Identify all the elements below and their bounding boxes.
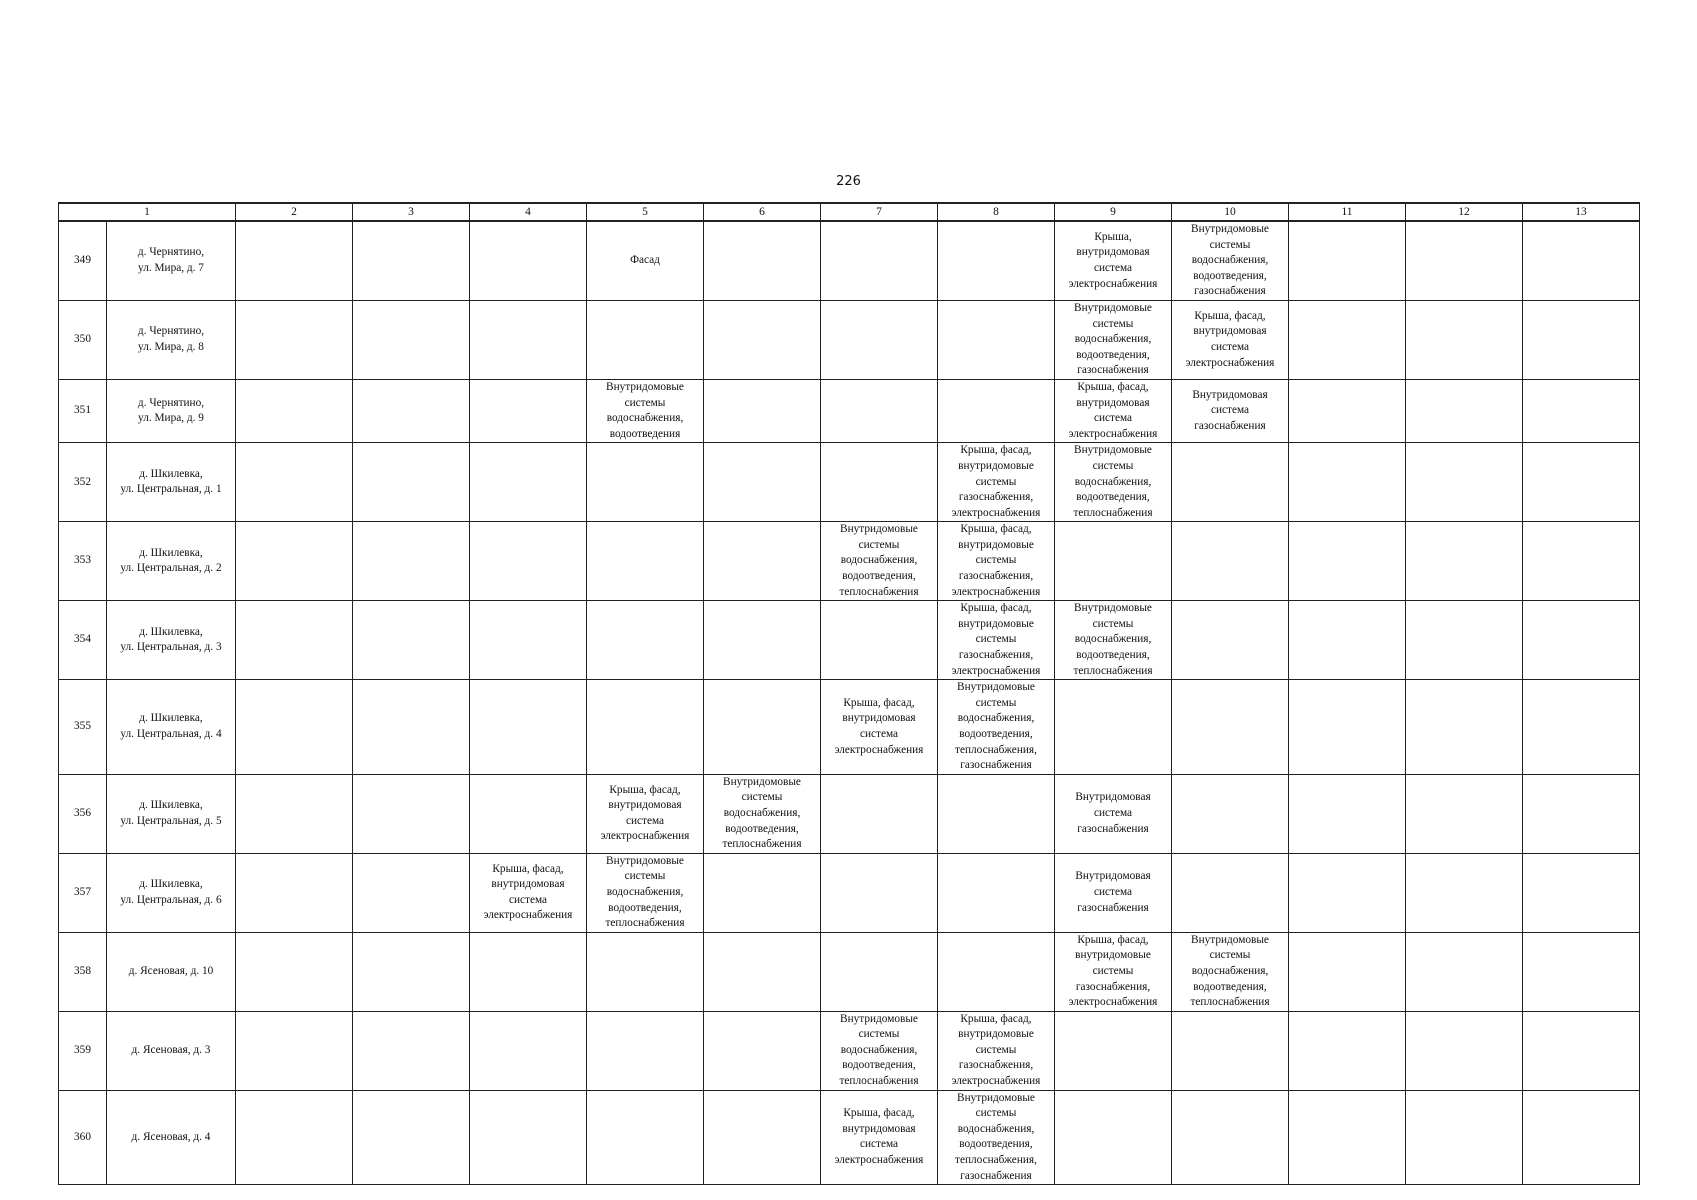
address-cell	[107, 774, 236, 853]
work-text: Крыша, фасад, внутридомовые системы газоснабжения, электроснабжения	[951, 602, 1041, 677]
work-cell	[1289, 379, 1406, 442]
address-cell	[107, 443, 236, 522]
table-row	[59, 853, 1640, 932]
work-cell	[236, 774, 353, 853]
work-cell	[353, 853, 470, 932]
work-cell	[587, 300, 704, 379]
column-header: 11	[1289, 203, 1406, 221]
table-row	[59, 680, 1640, 775]
work-cell	[587, 443, 704, 522]
work-cell	[704, 853, 821, 932]
work-cell	[1172, 1090, 1289, 1185]
table-row	[59, 1090, 1640, 1185]
work-cell	[704, 601, 821, 680]
work-cell	[353, 680, 470, 775]
work-cell	[1406, 443, 1523, 522]
work-cell	[938, 1090, 1055, 1185]
work-cell	[938, 601, 1055, 680]
column-header: 12	[1406, 203, 1523, 221]
work-cell	[704, 379, 821, 442]
work-cell	[470, 774, 587, 853]
address-cell	[107, 300, 236, 379]
address-text: д. Шкилевка, ул. Центральная, д. 6	[120, 878, 222, 906]
table-row	[59, 1011, 1640, 1090]
address-cell	[107, 853, 236, 932]
work-text: Внутридомовые системы водоснабжения, водоотведения, теплоснабжения, газоснабжения	[955, 1091, 1037, 1182]
work-cell	[1055, 1011, 1172, 1090]
work-cell	[470, 1011, 587, 1090]
work-cell	[938, 1011, 1055, 1090]
work-cell	[587, 522, 704, 601]
work-cell	[704, 1011, 821, 1090]
work-cell	[587, 221, 704, 300]
work-text: Внутридомовые системы водоснабжения, водоотведения, теплоснабжения	[605, 854, 685, 930]
work-cell	[1055, 221, 1172, 300]
row-number: 356	[59, 774, 107, 853]
work-cell	[821, 680, 938, 775]
work-cell	[1406, 522, 1523, 601]
work-cell	[1289, 1090, 1406, 1185]
work-cell	[236, 221, 353, 300]
column-header: 10	[1172, 203, 1289, 221]
work-cell	[704, 932, 821, 1011]
address-text: д. Шкилевка, ул. Центральная, д. 2	[120, 546, 222, 575]
work-cell	[1172, 680, 1289, 775]
work-cell	[1406, 853, 1523, 932]
work-cell	[1172, 1011, 1289, 1090]
work-cell	[704, 1090, 821, 1185]
row-number: 351	[59, 379, 107, 442]
work-cell	[821, 300, 938, 379]
work-cell	[1055, 601, 1172, 680]
work-text: Крыша, фасад, внутридомовые системы газоснабжения, электроснабжения	[951, 444, 1041, 519]
address-text: д. Шкилевка, ул. Центральная, д. 5	[120, 799, 222, 827]
table-row	[59, 221, 1640, 300]
work-cell	[1523, 601, 1640, 680]
work-cell	[353, 221, 470, 300]
address-text: д. Шкилевка, ул. Центральная, д. 4	[120, 712, 222, 740]
work-cell	[1055, 853, 1172, 932]
address-text: д. Ясеновая, д. 4	[131, 1130, 211, 1143]
work-cell	[821, 221, 938, 300]
address-text: д. Ясеновая, д. 3	[131, 1043, 211, 1056]
work-cell	[470, 853, 587, 932]
work-cell	[470, 932, 587, 1011]
address-text: д. Чернятино, ул. Мира, д. 9	[137, 396, 205, 425]
work-cell	[236, 1090, 353, 1185]
work-text: Крыша, внутридомовая система электроснабжения	[1068, 230, 1158, 290]
work-cell	[938, 300, 1055, 379]
work-cell	[1406, 680, 1523, 775]
work-cell	[1523, 774, 1640, 853]
header-row	[59, 203, 1640, 221]
work-cell	[1523, 300, 1640, 379]
work-cell	[1406, 1090, 1523, 1185]
work-cell	[470, 522, 587, 601]
work-cell	[1523, 379, 1640, 442]
row-number: 349	[59, 221, 107, 300]
work-cell	[1172, 379, 1289, 442]
work-cell	[704, 300, 821, 379]
work-text: Крыша, фасад, внутридомовая система электроснабжения	[483, 862, 573, 922]
work-cell	[470, 443, 587, 522]
work-cell	[1289, 1011, 1406, 1090]
work-cell	[938, 522, 1055, 601]
work-cell	[1172, 853, 1289, 932]
work-text: Крыша, фасад, внутридомовые системы газоснабжения, электроснабжения	[951, 523, 1041, 598]
work-cell	[821, 601, 938, 680]
work-text: Внутридомовые системы водоснабжения, водоотведения, теплоснабжения	[1190, 933, 1270, 1009]
row-number: 353	[59, 522, 107, 601]
address-text: д. Чернятино, ул. Мира, д. 8	[137, 325, 205, 353]
work-cell	[470, 300, 587, 379]
row-number: 350	[59, 300, 107, 379]
work-text: Внутридомовые системы водоснабжения, водоотведения	[606, 380, 684, 440]
work-cell	[1172, 300, 1289, 379]
column-header: 5	[587, 203, 704, 221]
work-cell	[587, 932, 704, 1011]
work-text: Внутридомовая система газоснабжения	[1075, 791, 1151, 835]
work-cell	[236, 853, 353, 932]
work-cell	[1055, 300, 1172, 379]
work-text: Внутридомовые системы водоснабжения, водоотведения, теплоснабжения	[1073, 602, 1153, 677]
column-header: 7	[821, 203, 938, 221]
work-cell	[704, 443, 821, 522]
address-cell	[107, 932, 236, 1011]
work-cell	[1289, 853, 1406, 932]
work-cell	[1523, 522, 1640, 601]
work-cell	[938, 379, 1055, 442]
work-cell	[236, 300, 353, 379]
work-cell	[1172, 932, 1289, 1011]
work-cell	[821, 443, 938, 522]
repair-schedule-table	[58, 202, 1640, 1185]
table-body	[59, 203, 1640, 1185]
table-row	[59, 522, 1640, 601]
work-cell	[470, 379, 587, 442]
row-number: 357	[59, 853, 107, 932]
work-text: Крыша, фасад, внутридомовая система электроснабжения	[834, 1107, 924, 1167]
work-text: Внутридомовая система газоснабжения	[1075, 870, 1151, 914]
table-row	[59, 443, 1640, 522]
column-header: 3	[353, 203, 470, 221]
address-cell	[107, 522, 236, 601]
work-cell	[587, 601, 704, 680]
column-header: 8	[938, 203, 1055, 221]
column-header: 13	[1523, 203, 1640, 221]
address-text: д. Ясеновая, д. 10	[128, 964, 214, 977]
work-text: Крыша, фасад, внутридомовая система электроснабжения	[1185, 309, 1275, 369]
work-cell	[353, 601, 470, 680]
work-text: Внутридомовые системы водоснабжения, водоотведения, газоснабжения	[1074, 301, 1152, 377]
work-cell	[821, 774, 938, 853]
table-row	[59, 932, 1640, 1011]
work-cell	[938, 853, 1055, 932]
work-cell	[1406, 1011, 1523, 1090]
work-cell	[587, 853, 704, 932]
work-cell	[1055, 932, 1172, 1011]
work-cell	[1055, 1090, 1172, 1185]
work-cell	[1523, 1090, 1640, 1185]
address-cell	[107, 601, 236, 680]
address-cell	[107, 221, 236, 300]
work-text: Внутридомовая система газоснабжения	[1192, 388, 1268, 432]
work-cell	[1289, 680, 1406, 775]
work-cell	[353, 1090, 470, 1185]
table-row	[59, 300, 1640, 379]
work-cell	[353, 522, 470, 601]
work-cell	[938, 774, 1055, 853]
work-text: Внутридомовые системы водоснабжения, водоотведения, теплоснабжения	[1073, 444, 1153, 519]
work-text: Внутридомовые системы водоснабжения, водоотведения, теплоснабжения, газоснабжения	[955, 681, 1037, 772]
column-header: 1	[59, 203, 236, 221]
work-cell	[821, 1011, 938, 1090]
work-cell	[1523, 853, 1640, 932]
work-cell	[470, 221, 587, 300]
work-cell	[1406, 774, 1523, 853]
work-cell	[587, 680, 704, 775]
work-cell	[470, 680, 587, 775]
work-cell	[1055, 522, 1172, 601]
address-cell	[107, 1011, 236, 1090]
work-cell	[1172, 774, 1289, 853]
work-cell	[1406, 601, 1523, 680]
work-cell	[1406, 932, 1523, 1011]
work-cell	[236, 379, 353, 442]
work-cell	[1055, 774, 1172, 853]
row-number: 359	[59, 1011, 107, 1090]
page-number: 226	[836, 174, 861, 189]
work-cell	[938, 221, 1055, 300]
work-cell	[1055, 680, 1172, 775]
column-header: 6	[704, 203, 821, 221]
work-cell	[1523, 221, 1640, 300]
work-cell	[1055, 443, 1172, 522]
work-cell	[1523, 1011, 1640, 1090]
work-cell	[587, 379, 704, 442]
work-cell	[1289, 601, 1406, 680]
work-cell	[236, 932, 353, 1011]
row-number: 354	[59, 601, 107, 680]
address-text: д. Шкилевка, ул. Центральная, д. 3	[120, 625, 222, 654]
work-cell	[236, 1011, 353, 1090]
work-cell	[353, 443, 470, 522]
work-cell	[821, 1090, 938, 1185]
address-cell	[107, 680, 236, 775]
work-cell	[1406, 379, 1523, 442]
work-cell	[353, 774, 470, 853]
work-cell	[353, 379, 470, 442]
work-cell	[821, 379, 938, 442]
work-text: Внутридомовые системы водоснабжения, водоотведения, теплоснабжения	[722, 775, 802, 851]
column-header: 4	[470, 203, 587, 221]
row-number: 358	[59, 932, 107, 1011]
work-cell	[1055, 379, 1172, 442]
address-cell	[107, 1090, 236, 1185]
work-cell	[1172, 443, 1289, 522]
address-text: д. Шкилевка, ул. Центральная, д. 1	[120, 467, 222, 496]
row-number: 360	[59, 1090, 107, 1185]
work-cell	[1172, 221, 1289, 300]
work-cell	[1172, 522, 1289, 601]
address-cell	[107, 379, 236, 442]
work-cell	[1523, 680, 1640, 775]
work-text: Крыша, фасад, внутридомовые системы газоснабжения, электроснабжения	[951, 1012, 1041, 1088]
work-cell	[1523, 932, 1640, 1011]
work-cell	[1289, 932, 1406, 1011]
work-cell	[1289, 774, 1406, 853]
work-cell	[1289, 522, 1406, 601]
work-cell	[353, 1011, 470, 1090]
work-cell	[821, 522, 938, 601]
work-cell	[236, 680, 353, 775]
work-cell	[821, 853, 938, 932]
work-cell	[353, 932, 470, 1011]
table-row	[59, 601, 1640, 680]
table-row	[59, 774, 1640, 853]
work-cell	[1289, 300, 1406, 379]
work-cell	[704, 680, 821, 775]
work-cell	[704, 774, 821, 853]
work-cell	[470, 601, 587, 680]
table-row	[59, 379, 1640, 442]
row-number: 352	[59, 443, 107, 522]
work-cell	[938, 680, 1055, 775]
work-cell	[236, 601, 353, 680]
work-cell	[704, 221, 821, 300]
work-cell	[1289, 221, 1406, 300]
work-cell	[470, 1090, 587, 1185]
work-cell	[938, 443, 1055, 522]
work-text: Внутридомовые системы водоснабжения, водоотведения, газоснабжения	[1191, 223, 1269, 298]
column-header: 2	[236, 203, 353, 221]
work-cell	[1289, 443, 1406, 522]
work-cell	[236, 522, 353, 601]
work-cell	[587, 774, 704, 853]
work-text: Крыша, фасад, внутридомовая система электроснабжения	[600, 783, 690, 843]
work-cell	[1406, 300, 1523, 379]
work-cell	[938, 932, 1055, 1011]
work-cell	[1406, 221, 1523, 300]
column-header: 9	[1055, 203, 1172, 221]
work-cell	[236, 443, 353, 522]
work-cell	[1172, 601, 1289, 680]
work-cell	[821, 932, 938, 1011]
work-text: Внутридомовые системы водоснабжения, водоотведения, теплоснабжения	[839, 523, 919, 598]
work-cell	[587, 1090, 704, 1185]
address-text: д. Чернятино, ул. Мира, д. 7	[137, 246, 205, 274]
work-cell	[587, 1011, 704, 1090]
work-cell	[353, 300, 470, 379]
work-text: Фасад	[630, 254, 660, 267]
work-cell	[1523, 443, 1640, 522]
work-text: Крыша, фасад, внутридомовые системы газоснабжения, электроснабжения	[1068, 933, 1158, 1009]
work-text: Крыша, фасад, внутридомовая система электроснабжения	[834, 696, 924, 756]
row-number: 355	[59, 680, 107, 775]
work-cell	[704, 522, 821, 601]
work-text: Крыша, фасад, внутридомовая система электроснабжения	[1068, 380, 1158, 440]
work-text: Внутридомовые системы водоснабжения, водоотведения, теплоснабжения	[839, 1012, 919, 1088]
